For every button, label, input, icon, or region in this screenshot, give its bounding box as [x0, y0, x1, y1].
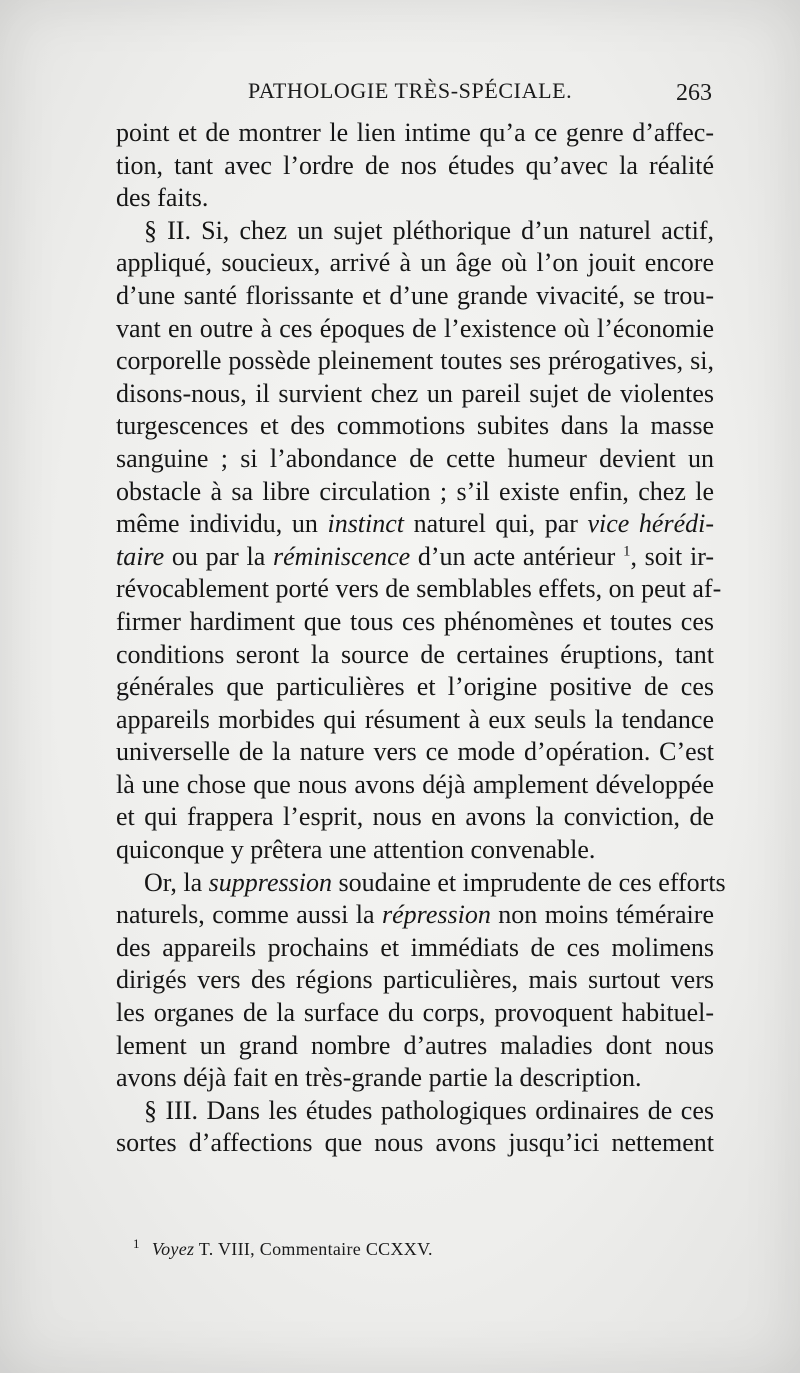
italic-term: taire — [116, 541, 165, 571]
section-heading-line: § III. Dans les études pathologiques ordinaires de ces — [144, 1095, 714, 1125]
running-title: PATHOLOGIE TRÈS-SPÉCIALE. — [248, 78, 573, 103]
text-line: tion, tant avec l’ordre de nos études qu’avec la réalité — [116, 150, 714, 180]
text-line: des appareils prochains et immédiats de ces molimens — [116, 932, 714, 962]
text-line: les organes de la surface du corps, provoquent habituel- — [116, 998, 714, 1028]
text-line: générales que particulières et l’origine positive de ces — [116, 672, 714, 702]
italic-term: répression — [382, 900, 491, 930]
text-line: corporelle possède pleinement toutes ses prérogatives, si, — [116, 346, 714, 376]
text-line: universelle de la nature vers ce mode d’opération. C’est — [116, 737, 714, 767]
paragraph-start-line: Or, la suppression soudaine et imprudente de ces efforts — [144, 867, 726, 897]
text-line: obstacle à sa libre circulation ; s’il existe enfin, chez le — [116, 476, 714, 506]
section-heading-line: § II. Si, chez un sujet pléthorique d’un naturel actif, — [144, 215, 714, 245]
text-line: naturels, comme aussi la répression non moins téméraire — [116, 900, 714, 930]
text-line: point et de montrer le lien intime qu’a ce genre d’affec- — [116, 118, 714, 147]
body-text — [116, 117, 726, 1160]
text-line: disons-nous, il survient chez un pareil sujet de violentes — [116, 378, 714, 408]
footnote-text: T. VIII, Commentaire CCXXV. — [194, 1239, 433, 1259]
text-line: firmer hardiment que tous ces phénomènes et toutes ces — [116, 606, 714, 636]
running-head — [248, 78, 718, 112]
text-line: appliqué, soucieux, arrivé à un âge où l’on jouit encore — [116, 248, 714, 278]
text-line: vant en outre à ces époques de l’existence où l’économie — [116, 313, 714, 343]
page-number: 263 — [676, 80, 712, 106]
text-line: même individu, un instinct naturel qui, par vice hérédi- — [116, 509, 714, 539]
text-line: des faits. — [116, 183, 209, 213]
footnote-ref-word: Voyez — [151, 1239, 195, 1259]
text-line: turgescences et des commotions subites dans la masse — [116, 411, 714, 441]
text-line: et qui frappera l’esprit, nous en avons la conviction, de — [116, 802, 714, 832]
text-line: avons déjà fait en très-grande partie la description. — [116, 1063, 642, 1093]
italic-term: suppression — [208, 867, 332, 897]
text-line: révocablement porté vers de semblables effets, on peut af- — [116, 574, 722, 604]
footnote-reference: 1 — [622, 543, 631, 560]
footnote — [133, 1236, 693, 1260]
text-line: d’une santé florissante et d’une grande vivacité, se trou- — [116, 280, 714, 310]
text-line: dirigés vers des régions particulières, mais surtout vers — [116, 965, 714, 995]
italic-term: réminiscence — [273, 541, 411, 571]
italic-term: instinct — [327, 509, 405, 539]
text-line: sanguine ; si l’abondance de cette humeur devient un — [116, 443, 714, 473]
text-line: appareils morbides qui résument à eux seuls la tendance — [116, 704, 714, 734]
text-line: conditions seront la source de certaines éruptions, tant — [116, 639, 714, 669]
text-line: là une chose que nous avons déjà amplement développée — [116, 769, 714, 799]
text-line: lement un grand nombre d’autres maladies dont nous — [116, 1030, 714, 1060]
italic-term: vice hérédi- — [587, 509, 714, 539]
text-line: taire ou par la réminiscence d’un acte antérieur $^1$, soit ir- — [116, 541, 714, 571]
text-line: quiconque y prêtera une attention convenable. — [116, 835, 596, 865]
footnote-mark: 1 — [133, 1236, 140, 1251]
text-line: sortes d’affections que nous avons jusqu’ici nettement — [116, 1128, 714, 1158]
